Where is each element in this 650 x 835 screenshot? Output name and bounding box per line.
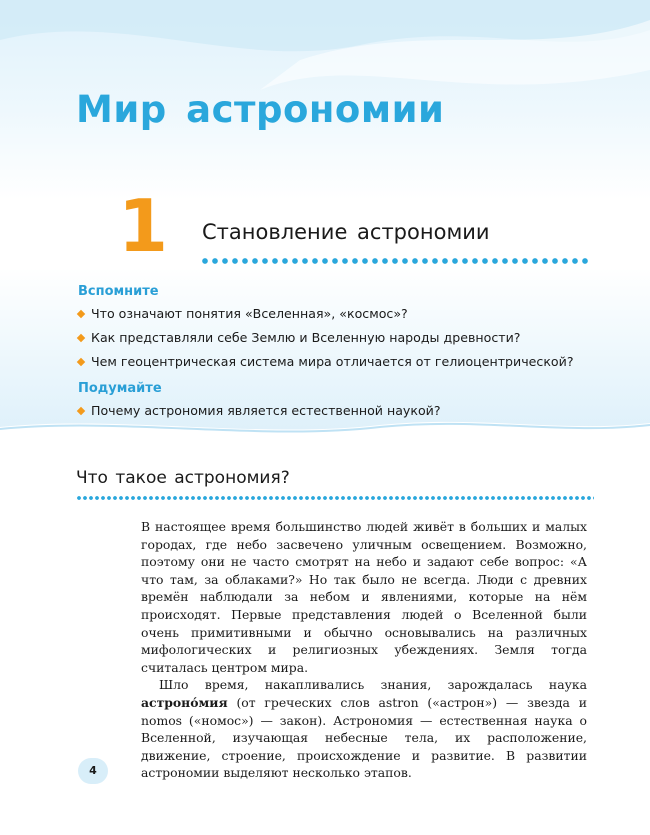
dotted-divider xyxy=(76,495,594,501)
dotted-divider xyxy=(200,257,592,265)
bullet-diamond-icon xyxy=(77,407,85,415)
key-term: астроно́мия xyxy=(141,694,228,710)
paragraph: В настоящее время большинство людей живёт в больших и малых городах, где небо засвечено уличным освещением. Возможно, поэтому они не часто смотрят на небо и задают себе вопрос: «А что там, за облаками?» Но так было не всегда. Люди с древних времён наблюдали за небом и явлениями, которые на нём происходят. Первые представления людей о Вселенной были очень примитивными и обычно основывались на различных мифологических и религиозных убеждениях. Земля тогда считалась центром мира. xyxy=(141,519,587,675)
list-item: Как представляли себе Землю и Вселенную народы древности? xyxy=(78,326,574,350)
chapter-title: Мир астрономии xyxy=(76,88,445,131)
bullet-diamond-icon xyxy=(77,334,85,342)
bullet-diamond-icon xyxy=(77,358,85,366)
body-text xyxy=(141,518,587,782)
think-heading: Подумайте xyxy=(78,381,162,396)
bullet-diamond-icon xyxy=(77,310,85,318)
think-list xyxy=(78,399,441,423)
subsection-title: Что такое астрономия? xyxy=(76,468,290,488)
recall-heading: Вспомните xyxy=(78,284,159,299)
section-title: Становление астрономии xyxy=(202,220,490,244)
page-number: 4 xyxy=(78,758,108,784)
paragraph: Шло время, накапливались знания, зарождалась наука астроно́мия (от греческих слов astron («астрон») — звезда и nomos («номос») — закон). Астрономия — естественная наука о Вселенной, изучающая небесные тела, их расположение, движение, строение, происхождение и развитие. В развитии астрономии выделяют несколько этапов. xyxy=(141,677,587,781)
list-item: Почему астрономия является естественной наукой? xyxy=(78,399,441,423)
section-number: 1 xyxy=(118,184,169,268)
recall-list xyxy=(78,302,574,374)
list-item: Что означают понятия «Вселенная», «космос»? xyxy=(78,302,574,326)
list-item: Чем геоцентрическая система мира отличается от гелиоцентрической? xyxy=(78,350,574,374)
